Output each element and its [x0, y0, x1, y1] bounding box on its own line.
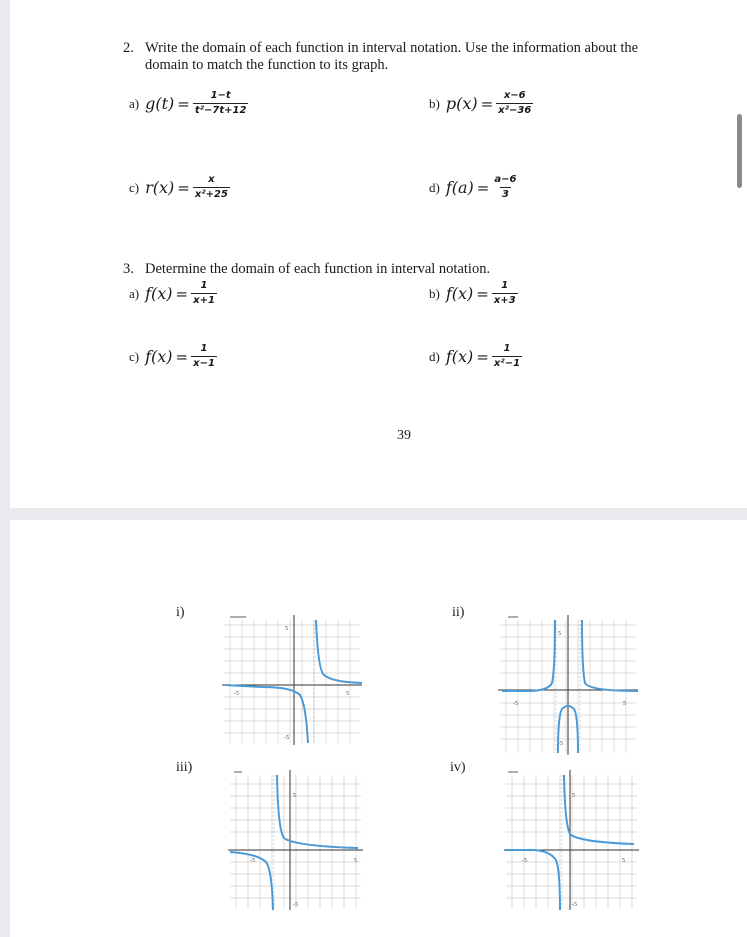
q2-item-a — [129, 90, 248, 117]
tick-label-bottom: -5 — [293, 902, 298, 908]
tick-label-bottom: -5 — [284, 735, 289, 741]
curve-branch-right — [277, 775, 358, 848]
tick-label-top: 5 — [572, 793, 575, 799]
denominator: x²−1 — [493, 358, 521, 369]
numerator: x−6 — [503, 90, 526, 101]
question-3-number: 3. — [123, 261, 134, 277]
denominator: x+1 — [193, 295, 215, 306]
function-name: f(x) — [145, 284, 173, 303]
graph-ii — [498, 615, 638, 755]
numerator: a−6 — [494, 174, 517, 185]
numerator: 1 — [501, 280, 509, 291]
curve-branch-right — [316, 620, 362, 683]
tick-label-right: 5 — [354, 858, 357, 864]
q3-item-d — [429, 343, 522, 370]
graphs-page — [10, 520, 747, 937]
item-label: a) — [129, 95, 140, 111]
numerator: 1 — [503, 343, 511, 354]
page-number: 39 — [397, 428, 411, 443]
item-label: c) — [129, 179, 140, 195]
q3-item-c — [129, 343, 217, 370]
item-label: b) — [429, 95, 440, 111]
q3-item-b — [429, 280, 518, 307]
numerator: 1−t — [210, 90, 231, 101]
function-name: f(a) — [445, 178, 474, 197]
item-label: d) — [429, 348, 440, 364]
tick-label-right: 5 — [623, 701, 626, 707]
denominator: 3 — [501, 189, 509, 200]
tick-label-right: 5 — [622, 858, 625, 864]
equals-sign: = — [476, 178, 490, 197]
tick-label-bottom: -5 — [558, 741, 563, 747]
curve-branch-right — [564, 775, 634, 844]
function-name: g(t) — [145, 94, 175, 113]
graph-label-ii: ii) — [452, 605, 465, 620]
q2-item-b — [429, 90, 533, 117]
question-2-prompt: Write the domain of each function in interval notation. Use the information about the domain to match the function to its graph. — [145, 40, 639, 73]
graph-iii — [228, 770, 363, 910]
fraction — [492, 280, 518, 307]
worksheet-page-39 — [10, 0, 747, 508]
denominator: x²−36 — [498, 105, 532, 116]
graph-iv — [504, 770, 639, 910]
numerator: x — [208, 174, 215, 185]
fraction — [496, 90, 533, 117]
graph-label-i: i) — [176, 605, 185, 620]
question-2-number: 2. — [123, 40, 134, 56]
tick-label-right: 5 — [346, 691, 349, 697]
item-label: b) — [429, 285, 440, 301]
fraction — [191, 280, 217, 307]
denominator: x−1 — [193, 358, 215, 369]
tick-label-left: -5 — [250, 858, 255, 864]
tick-label-top: 5 — [558, 631, 561, 637]
equals-sign: = — [175, 284, 189, 303]
q3-item-a — [129, 280, 217, 307]
item-label: d) — [429, 179, 440, 195]
tick-label-left: -5 — [234, 691, 239, 697]
tick-label-left: -5 — [522, 858, 527, 864]
graph-label-iv: iv) — [450, 760, 466, 775]
numerator: 1 — [200, 280, 208, 291]
fraction — [193, 90, 249, 117]
fraction — [191, 343, 217, 370]
tick-label-left: -5 — [513, 701, 518, 707]
equals-sign: = — [476, 284, 489, 303]
function-name: f(x) — [145, 347, 173, 366]
q2-item-c — [129, 174, 230, 201]
scrollbar-thumb[interactable] — [737, 114, 742, 188]
equals-sign: = — [177, 178, 190, 197]
equals-sign: = — [175, 347, 189, 366]
equals-sign: = — [480, 94, 494, 113]
function-name: r(x) — [145, 178, 175, 197]
function-name: f(x) — [445, 347, 474, 366]
graph-label-iii: iii) — [176, 760, 193, 775]
function-name: p(x) — [445, 94, 478, 113]
item-label: c) — [129, 348, 140, 364]
equals-sign: = — [177, 94, 190, 113]
question-3-prompt: Determine the domain of each function in interval notation. — [145, 261, 491, 277]
function-name: f(x) — [445, 284, 474, 303]
item-label: a) — [129, 285, 140, 301]
fraction — [193, 174, 230, 201]
denominator: x+3 — [493, 295, 516, 306]
q2-item-d — [429, 174, 518, 201]
equals-sign: = — [476, 347, 489, 366]
denominator: t²−7t+12 — [194, 105, 247, 116]
fraction — [492, 174, 518, 201]
numerator: 1 — [200, 343, 208, 354]
fraction — [492, 343, 522, 370]
denominator: x²+25 — [194, 189, 228, 200]
graph-i — [222, 615, 362, 745]
curve-branch-left — [506, 850, 560, 910]
curve-branch-left — [502, 620, 555, 691]
tick-label-bottom: -5 — [572, 902, 577, 908]
tick-label-top: 5 — [293, 793, 296, 799]
tick-label-top: 5 — [285, 626, 288, 632]
curve-branch-right — [582, 620, 638, 691]
